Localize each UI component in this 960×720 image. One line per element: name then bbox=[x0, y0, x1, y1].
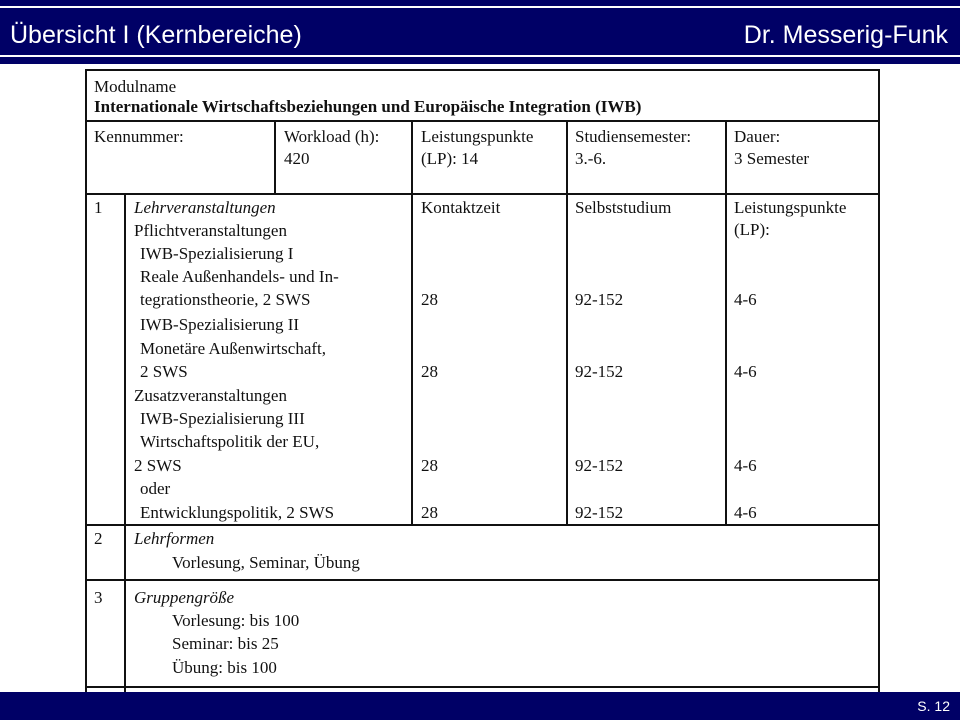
selbststudium-value: 92-152 bbox=[575, 503, 624, 522]
selbststudium-value: 92-152 bbox=[575, 456, 624, 475]
module-name-value: Internationale Wirtschaftsbeziehungen und Europäische Integration (IWB) bbox=[94, 97, 642, 116]
semester-value: 3.-6. bbox=[575, 149, 607, 168]
table-border-top bbox=[85, 69, 880, 71]
col-divider bbox=[725, 120, 727, 524]
page-number: S. 12 bbox=[917, 698, 950, 714]
course-line: Zusatzveranstaltungen bbox=[134, 386, 287, 405]
course-line: 2 SWS bbox=[134, 456, 182, 475]
course-line: IWB-Spezialisierung I bbox=[140, 244, 294, 263]
col-header-leistungspunkte: Leistungspunkte bbox=[734, 198, 847, 217]
kontaktzeit-value: 28 bbox=[421, 290, 438, 309]
section-title: Lehrveranstaltungen bbox=[134, 198, 276, 217]
col-header-selbststudium: Selbststudium bbox=[575, 198, 672, 217]
kontaktzeit-value: 28 bbox=[421, 503, 438, 522]
course-line: Reale Außenhandels- und In- bbox=[140, 267, 339, 286]
kontaktzeit-value: 28 bbox=[421, 456, 438, 475]
leistungspunkte-value: 4-6 bbox=[734, 362, 757, 381]
kontaktzeit-value: 28 bbox=[421, 362, 438, 381]
course-line: IWB-Spezialisierung II bbox=[140, 315, 300, 334]
course-line: 2 SWS bbox=[140, 362, 188, 381]
course-line: Monetäre Außenwirtschaft, bbox=[140, 339, 326, 358]
row-divider bbox=[85, 686, 880, 688]
course-line: Wirtschaftspolitik der EU, bbox=[140, 432, 320, 451]
workload-value: 420 bbox=[284, 149, 310, 168]
number-col-divider bbox=[124, 193, 126, 692]
course-line: IWB-Spezialisierung III bbox=[140, 409, 305, 428]
course-line: Entwicklungspolitik, 2 SWS bbox=[140, 503, 335, 522]
col-divider bbox=[411, 120, 413, 524]
dauer-value: 3 Semester bbox=[734, 149, 810, 168]
section-number: 3 bbox=[94, 588, 103, 607]
leistungspunkte-value: 4-6 bbox=[734, 456, 757, 475]
group-size-line: Seminar: bis 25 bbox=[172, 634, 279, 653]
section-title: Lehrformen bbox=[134, 529, 215, 548]
row-divider bbox=[85, 579, 880, 581]
workload-label: Workload (h): bbox=[284, 127, 380, 146]
group-size-line: Übung: bis 100 bbox=[172, 658, 277, 677]
dauer-label: Dauer: bbox=[734, 127, 781, 146]
row-divider bbox=[85, 524, 880, 526]
course-line: oder bbox=[140, 479, 171, 498]
section-title: Gruppengröße bbox=[134, 588, 235, 607]
author-name: Dr. Messerig-Funk bbox=[743, 21, 948, 49]
header-rule-top bbox=[0, 6, 960, 8]
row-divider bbox=[85, 193, 880, 195]
col-header-leistungspunkte-unit: (LP): bbox=[734, 220, 770, 239]
col-header-kontaktzeit: Kontaktzeit bbox=[421, 198, 501, 217]
section-text: Vorlesung, Seminar, Übung bbox=[172, 553, 360, 572]
col-divider bbox=[566, 120, 568, 524]
course-line: Pflichtveranstaltungen bbox=[134, 221, 287, 240]
header-rule-bottom bbox=[0, 55, 960, 57]
module-name-label: Modulname bbox=[94, 77, 177, 96]
slide-title: Übersicht I (Kernbereiche) bbox=[10, 21, 302, 49]
leistungspunkte-value: 4-6 bbox=[734, 290, 757, 309]
module-table-scan bbox=[85, 69, 880, 692]
selbststudium-value: 92-152 bbox=[575, 290, 624, 309]
header-bar bbox=[0, 0, 960, 64]
leistungspunkte-value: 4-6 bbox=[734, 503, 757, 522]
table-border-right bbox=[878, 69, 880, 692]
row-divider bbox=[85, 120, 880, 122]
group-size-line: Vorlesung: bis 100 bbox=[172, 611, 300, 630]
kennnummer-label: Kennummer: bbox=[94, 127, 184, 146]
selbststudium-value: 92-152 bbox=[575, 362, 624, 381]
semester-label: Studiensemester: bbox=[575, 127, 692, 146]
section-number: 1 bbox=[94, 198, 103, 217]
col-divider bbox=[274, 120, 276, 193]
footer-bar bbox=[0, 692, 960, 720]
lp-value: (LP): 14 bbox=[421, 149, 479, 168]
table-border-left bbox=[85, 69, 87, 692]
lp-label: Leistungspunkte bbox=[421, 127, 534, 146]
course-line: tegrationstheorie, 2 SWS bbox=[140, 290, 311, 309]
section-number: 2 bbox=[94, 529, 103, 548]
